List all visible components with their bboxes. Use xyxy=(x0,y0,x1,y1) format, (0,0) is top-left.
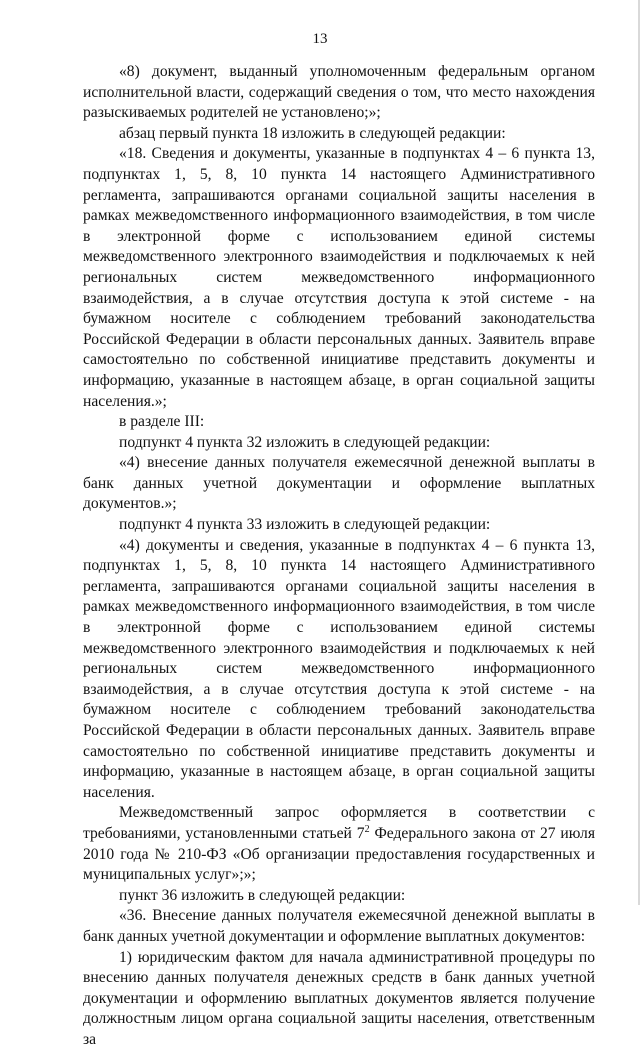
paragraph-instruction-32: подпункт 4 пункта 32 изложить в следующей редакции: xyxy=(119,433,491,451)
paragraph-interagency-request xyxy=(83,803,595,885)
paragraph-item-36: «36. Внесение данных получателя ежемесячной денежной выплаты в банк данных учетной документации и оформление выплатных документов: xyxy=(83,907,595,945)
paragraph-item-36-1: 1) юридическим фактом для начала административной процедуры по внесению данных получателя денежных средств в банк данных учетной документации и оформлению выплатных документов является получение должностным лицом органа социальной защиты населения, ответственным за xyxy=(83,948,595,1048)
paragraph-instruction-36: пункт 36 изложить в следующей редакции: xyxy=(119,886,406,904)
paragraph-instruction-18: абзац первый пункта 18 изложить в следующей редакции: xyxy=(119,124,506,142)
paragraph-item-32-4: «4) внесение данных получателя ежемесячной денежной выплаты в банк данных учетной документации и оформление выплатных документов.»; xyxy=(83,454,595,513)
law-article-superscript: 2 xyxy=(364,823,370,835)
paragraph-section-3: в разделе III: xyxy=(119,413,205,431)
law-text-end: Федерального закона от 27 июля 2010 года № 210-ФЗ «Об организации предоставления государственных и муниципальных услуг»;»; xyxy=(83,824,595,884)
page-number: 13 xyxy=(312,31,328,47)
document-body xyxy=(83,62,595,1051)
law-text-start: Межведомственный запрос оформляется в соответствии с требованиями, установленными статьей 7 xyxy=(83,804,595,842)
paragraph-item-33-4: «4) документы и сведения, указанные в подпунктах 4 – 6 пункта 13, подпунктах 1, 5, 8, 10 пункта 14 настоящего Административного регламента, запрашиваются органами социальной защиты населения в рамках межведомственного информационного взаимодействия, в том числе в электронной форме с использованием единой системы межведомственного электронного взаимодействия и подключаемых к ней региональных систем межведомственного информационного взаимодействия, а в случае отсутствия доступа к этой системе - на бумажном носителе с соблюдением требований законодательства Российской Федерации в области персональных данных. Заявитель вправе самостоятельно по собственной инициативе представить документы и информацию, указанные в настоящем абзаце, в орган социальной защиты населения. xyxy=(83,536,595,801)
paragraph-item-18: «18. Сведения и документы, указанные в подпунктах 4 – 6 пункта 13, подпунктах 1, 5, 8, 10 пункта 14 настоящего Административного регламента, запрашиваются органами социальной защиты населения в рамках межведомственного информационного взаимодействия, в том числе в электронной форме с использованием единой системы межведомственного электронного взаимодействия и подключаемых к ней региональных систем межведомственного информационного взаимодействия, а в случае отсутствия доступа к этой системе - на бумажном носителе с соблюдением требований законодательства Российской Федерации в области персональных данных. Заявитель вправе самостоятельно по собственной инициативе представить документы и информацию, указанные в настоящем абзаце, в орган социальной защиты населения.»; xyxy=(83,145,595,410)
paragraph-item-8: «8) документ, выданный уполномоченным федеральным органом исполнительной власти, содержащий сведения о том, что место нахождения разыскиваемых родителей не установлено;»; xyxy=(83,63,595,122)
paragraph-instruction-33: подпункт 4 пункта 33 изложить в следующей редакции: xyxy=(119,516,491,534)
